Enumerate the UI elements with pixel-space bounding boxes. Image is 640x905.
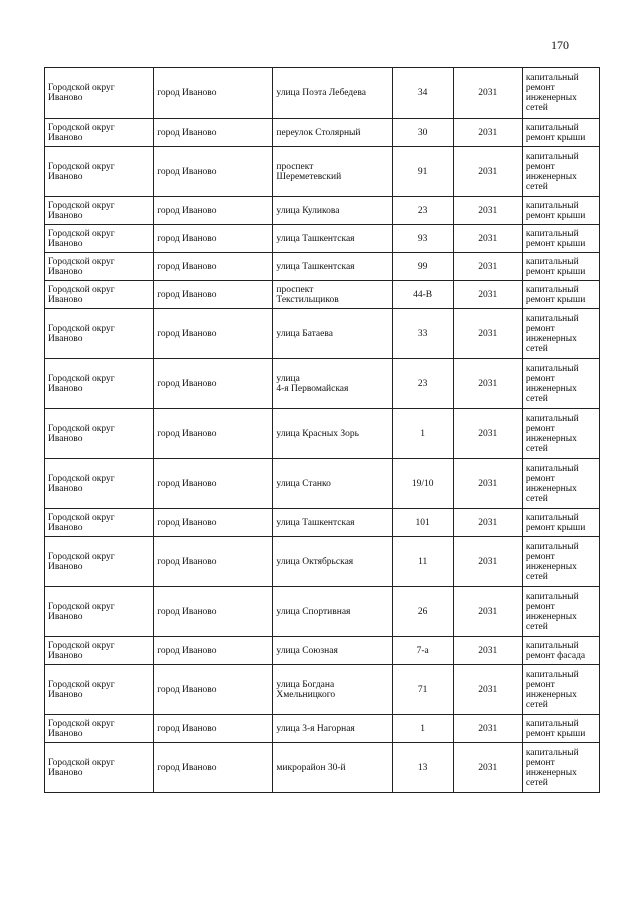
work-type-cell: капитальный ремонт крыши <box>522 225 599 253</box>
city-cell: город Иваново <box>154 509 273 537</box>
table-row <box>45 147 600 197</box>
house-number-cell: 30 <box>392 119 453 147</box>
work-type-cell: капитальный ремонт инженерных сетей <box>522 587 599 637</box>
work-type-cell: капитальный ремонт крыши <box>522 119 599 147</box>
city-cell: город Иваново <box>154 197 273 225</box>
work-type-cell: капитальный ремонт крыши <box>522 715 599 743</box>
district-cell: Городской округ Иваново <box>45 637 154 665</box>
district-cell: Городской округ Иваново <box>45 253 154 281</box>
district-cell: Городской округ Иваново <box>45 665 154 715</box>
street-cell: улица Станко <box>273 459 392 509</box>
year-cell: 2031 <box>453 715 522 743</box>
year-cell: 2031 <box>453 309 522 359</box>
district-cell: Городской округ Иваново <box>45 147 154 197</box>
year-cell: 2031 <box>453 637 522 665</box>
house-number-cell: 1 <box>392 409 453 459</box>
street-cell: улица Красных Зорь <box>273 409 392 459</box>
street-cell: улица Батаева <box>273 309 392 359</box>
district-cell: Городской округ Иваново <box>45 68 154 119</box>
street-cell: улица 4-я Первомайская <box>273 359 392 409</box>
street-cell: улица Ташкентская <box>273 253 392 281</box>
street-cell: улица Союзная <box>273 637 392 665</box>
house-number-cell: 26 <box>392 587 453 637</box>
table-row <box>45 68 600 119</box>
work-type-cell: капитальный ремонт фасада <box>522 637 599 665</box>
work-type-cell: капитальный ремонт инженерных сетей <box>522 68 599 119</box>
work-type-cell: капитальный ремонт инженерных сетей <box>522 409 599 459</box>
year-cell: 2031 <box>453 509 522 537</box>
repair-schedule-body <box>45 68 600 793</box>
house-number-cell: 7-а <box>392 637 453 665</box>
district-cell: Городской округ Иваново <box>45 309 154 359</box>
year-cell: 2031 <box>453 587 522 637</box>
year-cell: 2031 <box>453 409 522 459</box>
year-cell: 2031 <box>453 197 522 225</box>
year-cell: 2031 <box>453 68 522 119</box>
table-row <box>45 665 600 715</box>
house-number-cell: 101 <box>392 509 453 537</box>
house-number-cell: 34 <box>392 68 453 119</box>
city-cell: город Иваново <box>154 147 273 197</box>
street-cell: улица Спортивная <box>273 587 392 637</box>
table-row <box>45 537 600 587</box>
year-cell: 2031 <box>453 665 522 715</box>
house-number-cell: 13 <box>392 743 453 793</box>
house-number-cell: 33 <box>392 309 453 359</box>
city-cell: город Иваново <box>154 743 273 793</box>
table-row <box>45 359 600 409</box>
year-cell: 2031 <box>453 281 522 309</box>
district-cell: Городской округ Иваново <box>45 509 154 537</box>
table-row <box>45 637 600 665</box>
year-cell: 2031 <box>453 743 522 793</box>
street-cell: улица Ташкентская <box>273 509 392 537</box>
house-number-cell: 11 <box>392 537 453 587</box>
city-cell: город Иваново <box>154 459 273 509</box>
city-cell: город Иваново <box>154 253 273 281</box>
street-cell: улица Ташкентская <box>273 225 392 253</box>
city-cell: город Иваново <box>154 359 273 409</box>
district-cell: Городской округ Иваново <box>45 225 154 253</box>
district-cell: Городской округ Иваново <box>45 459 154 509</box>
street-cell: улица 3-я Нагорная <box>273 715 392 743</box>
year-cell: 2031 <box>453 537 522 587</box>
house-number-cell: 19/10 <box>392 459 453 509</box>
house-number-cell: 23 <box>392 359 453 409</box>
table-row <box>45 509 600 537</box>
city-cell: город Иваново <box>154 68 273 119</box>
work-type-cell: капитальный ремонт крыши <box>522 197 599 225</box>
city-cell: город Иваново <box>154 281 273 309</box>
year-cell: 2031 <box>453 147 522 197</box>
street-cell: переулок Столярный <box>273 119 392 147</box>
table-row <box>45 459 600 509</box>
table-row <box>45 743 600 793</box>
table-row <box>45 587 600 637</box>
work-type-cell: капитальный ремонт инженерных сетей <box>522 743 599 793</box>
street-cell: проспект Текстильщиков <box>273 281 392 309</box>
street-cell: улица Поэта Лебедева <box>273 68 392 119</box>
street-cell: микрорайон 30-й <box>273 743 392 793</box>
district-cell: Городской округ Иваново <box>45 715 154 743</box>
house-number-cell: 23 <box>392 197 453 225</box>
work-type-cell: капитальный ремонт инженерных сетей <box>522 537 599 587</box>
district-cell: Городской округ Иваново <box>45 197 154 225</box>
district-cell: Городской округ Иваново <box>45 119 154 147</box>
house-number-cell: 93 <box>392 225 453 253</box>
house-number-cell: 91 <box>392 147 453 197</box>
city-cell: город Иваново <box>154 715 273 743</box>
table-row <box>45 281 600 309</box>
house-number-cell: 71 <box>392 665 453 715</box>
house-number-cell: 1 <box>392 715 453 743</box>
year-cell: 2031 <box>453 225 522 253</box>
work-type-cell: капитальный ремонт инженерных сетей <box>522 147 599 197</box>
street-cell: улица Октябрьская <box>273 537 392 587</box>
city-cell: город Иваново <box>154 309 273 359</box>
city-cell: город Иваново <box>154 587 273 637</box>
table-row <box>45 309 600 359</box>
work-type-cell: капитальный ремонт инженерных сетей <box>522 459 599 509</box>
city-cell: город Иваново <box>154 637 273 665</box>
house-number-cell: 44-В <box>392 281 453 309</box>
table-row <box>45 409 600 459</box>
table-row <box>45 119 600 147</box>
city-cell: город Иваново <box>154 665 273 715</box>
work-type-cell: капитальный ремонт крыши <box>522 509 599 537</box>
year-cell: 2031 <box>453 359 522 409</box>
street-cell: улица Куликова <box>273 197 392 225</box>
work-type-cell: капитальный ремонт инженерных сетей <box>522 309 599 359</box>
district-cell: Городской округ Иваново <box>45 359 154 409</box>
district-cell: Городской округ Иваново <box>45 587 154 637</box>
house-number-cell: 99 <box>392 253 453 281</box>
work-type-cell: капитальный ремонт крыши <box>522 281 599 309</box>
year-cell: 2031 <box>453 119 522 147</box>
table-row <box>45 715 600 743</box>
district-cell: Городской округ Иваново <box>45 743 154 793</box>
district-cell: Городской округ Иваново <box>45 537 154 587</box>
city-cell: город Иваново <box>154 537 273 587</box>
street-cell: проспект Шереметевский <box>273 147 392 197</box>
district-cell: Городской округ Иваново <box>45 281 154 309</box>
district-cell: Городской округ Иваново <box>45 409 154 459</box>
table-row <box>45 253 600 281</box>
page-number: 170 <box>551 38 569 52</box>
street-cell: улица Богдана Хмельницкого <box>273 665 392 715</box>
work-type-cell: капитальный ремонт крыши <box>522 253 599 281</box>
year-cell: 2031 <box>453 459 522 509</box>
city-cell: город Иваново <box>154 225 273 253</box>
table-row <box>45 197 600 225</box>
year-cell: 2031 <box>453 253 522 281</box>
city-cell: город Иваново <box>154 409 273 459</box>
repair-schedule-table <box>44 67 600 793</box>
city-cell: город Иваново <box>154 119 273 147</box>
table-row <box>45 225 600 253</box>
work-type-cell: капитальный ремонт инженерных сетей <box>522 359 599 409</box>
work-type-cell: капитальный ремонт инженерных сетей <box>522 665 599 715</box>
